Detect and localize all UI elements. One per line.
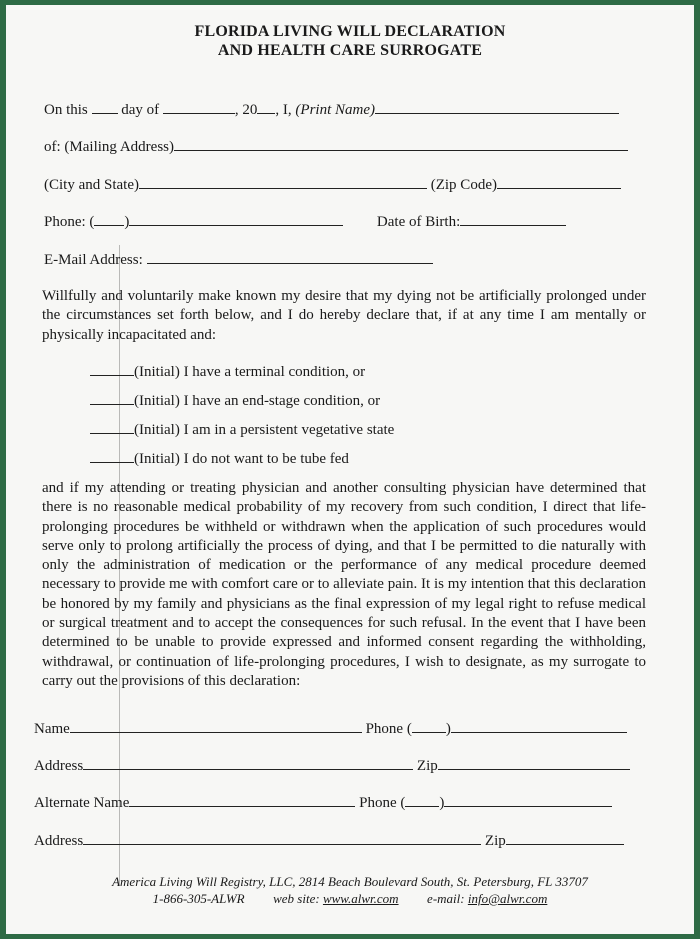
surrogate-area-code-field[interactable] bbox=[412, 720, 446, 733]
option-tube-fed bbox=[90, 450, 349, 468]
footer-address: America Living Will Registry, LLC, 2814 Beach Boulevard South, St. Petersburg, FL 33707 bbox=[112, 874, 588, 889]
email-label: E-Mail Address: bbox=[44, 252, 143, 268]
phone-label: Phone: ( bbox=[44, 214, 95, 230]
area-code-field[interactable] bbox=[94, 213, 124, 226]
surrogate-address-label: Address bbox=[34, 758, 84, 774]
print-name-label: (Print Name) bbox=[295, 102, 375, 118]
alternate-zip-field[interactable] bbox=[506, 832, 624, 845]
alternate-phone-close: ) bbox=[439, 795, 445, 811]
option-tube-fed-text: (Initial) I do not want to be tube fed bbox=[134, 451, 349, 467]
alternate-name-field[interactable] bbox=[129, 794, 355, 807]
i-label: , I, bbox=[275, 102, 292, 118]
document-title-line1: FLORIDA LIVING WILL DECLARATION bbox=[194, 23, 506, 40]
phone-dob-line bbox=[44, 213, 566, 231]
footer-website-link[interactable]: www.alwr.com bbox=[322, 891, 399, 906]
alternate-zip-label: Zip bbox=[484, 833, 506, 849]
zip-code-label: (Zip Code) bbox=[430, 177, 497, 193]
initial-field-vegetative[interactable] bbox=[90, 421, 134, 434]
date-name-line bbox=[44, 101, 619, 119]
alternate-address-field[interactable] bbox=[83, 832, 481, 845]
surrogate-name-label: Name bbox=[34, 721, 70, 737]
email-line bbox=[44, 251, 433, 269]
day-of-label: day of bbox=[121, 102, 160, 118]
surrogate-zip-field[interactable] bbox=[438, 757, 630, 770]
year-field[interactable] bbox=[257, 101, 275, 114]
surrogate-address-line bbox=[34, 757, 630, 775]
document-page bbox=[6, 5, 694, 934]
option-vegetative-text: (Initial) I am in a persistent vegetative state bbox=[134, 422, 395, 438]
mailing-address-line bbox=[44, 138, 628, 156]
surrogate-name-line bbox=[34, 720, 627, 738]
declaration-paragraph bbox=[42, 287, 646, 345]
footer-contact bbox=[6, 891, 694, 907]
phone-field[interactable] bbox=[129, 213, 343, 226]
city-state-field[interactable] bbox=[139, 176, 427, 189]
option-terminal bbox=[90, 363, 365, 381]
alternate-name-label: Alternate Name bbox=[34, 795, 130, 811]
surrogate-address-field[interactable] bbox=[83, 757, 413, 770]
alternate-address-label: Address bbox=[34, 833, 84, 849]
surrogate-zip-label: Zip bbox=[416, 758, 438, 774]
alternate-name-line bbox=[34, 794, 612, 812]
declaration-text: Willfully and voluntarily make known my desire that my dying not be artificially prolonged under the circumstances set forth below, and I do hereby declare that, if at any time I am mentally or physically incapacitated and: bbox=[42, 288, 646, 343]
alternate-phone-label: Phone ( bbox=[359, 795, 406, 811]
mailing-address-label: of: (Mailing Address) bbox=[44, 139, 174, 155]
footer-email-label: e-mail: bbox=[427, 891, 465, 906]
month-field[interactable] bbox=[163, 101, 235, 114]
zip-code-field[interactable] bbox=[497, 176, 621, 189]
on-this-label: On this bbox=[44, 102, 88, 118]
surrogate-phone-close: ) bbox=[445, 721, 451, 737]
footer-website-label: web site: bbox=[273, 891, 320, 906]
alternate-phone-field[interactable] bbox=[444, 794, 612, 807]
phone-close-label: ) bbox=[124, 214, 130, 230]
option-terminal-text: (Initial) I have a terminal condition, or bbox=[134, 364, 366, 380]
day-field[interactable] bbox=[92, 101, 118, 114]
footer-email-link[interactable]: info@alwr.com bbox=[467, 891, 548, 906]
dob-label: Date of Birth: bbox=[376, 214, 461, 230]
option-end-stage-text: (Initial) I have an end-stage condition, or bbox=[134, 393, 381, 409]
alternate-address-line bbox=[34, 832, 624, 850]
mailing-address-field[interactable] bbox=[174, 138, 628, 151]
surrogate-name-field[interactable] bbox=[70, 720, 362, 733]
dob-field[interactable] bbox=[460, 213, 566, 226]
surrogate-phone-label: Phone ( bbox=[365, 721, 412, 737]
option-end-stage bbox=[90, 392, 380, 410]
city-state-label: (City and State) bbox=[44, 177, 139, 193]
year-prefix-label: , 20 bbox=[234, 102, 258, 118]
option-vegetative bbox=[90, 421, 394, 439]
footer-phone: 1-866-305-ALWR bbox=[152, 891, 245, 906]
city-zip-line bbox=[44, 176, 621, 194]
alternate-area-code-field[interactable] bbox=[405, 794, 439, 807]
body-text: and if my attending or treating physician and another consulting physician have determined that there is no reasonable medical probability of my recovery from such condition, I direct that life-prolonging procedures be withheld or withdrawn when the application of such procedures would serve only to prolong artificially the process of dying, and that I be permitted to die naturally with only the administration of medication or the performance of any medical procedure deemed necessary to provide me with comfort care or to alleviate pain. It is my intention that this declaration be honored by my family and physicians as the final expression of my legal right to refuse medical or surgical treatment and to accept the consequences for such refusal. In the event that I have been determined to be unable to provide expressed and informed consent regarding the withholding, withdrawal, or continuation of life-prolonging procedures, I wish to designate, as my surrogate to carry out the provisions of this declaration: bbox=[42, 480, 646, 689]
initial-field-end-stage[interactable] bbox=[90, 392, 134, 405]
initial-field-terminal[interactable] bbox=[90, 363, 134, 376]
email-field[interactable] bbox=[147, 251, 433, 264]
print-name-field[interactable] bbox=[375, 101, 619, 114]
body-paragraph bbox=[42, 479, 646, 691]
document-title-line2: AND HEALTH CARE SURROGATE bbox=[217, 42, 483, 59]
initial-field-tube-fed[interactable] bbox=[90, 450, 134, 463]
surrogate-phone-field[interactable] bbox=[451, 720, 627, 733]
